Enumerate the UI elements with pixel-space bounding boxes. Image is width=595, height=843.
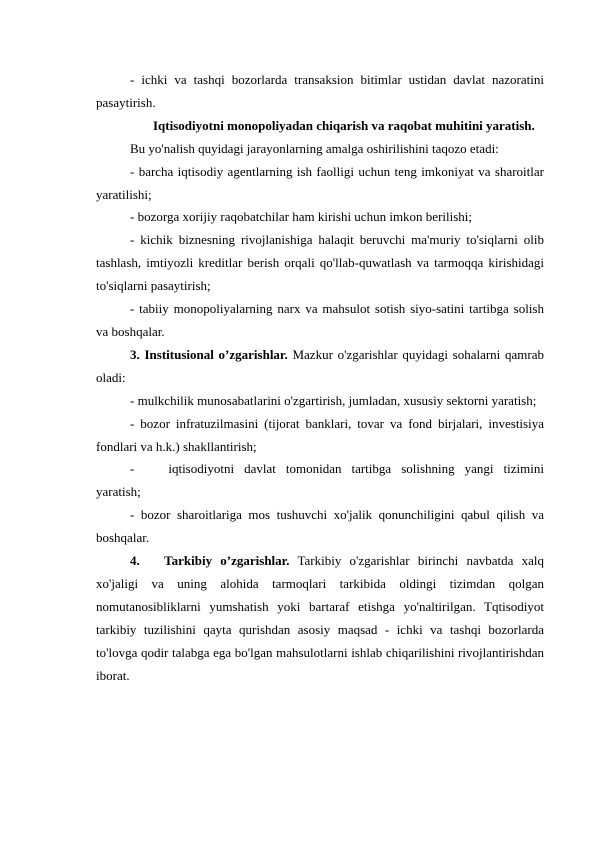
paragraph-structural-changes [96, 550, 544, 687]
section-heading: Iqtisodiyotni monopoliyadan chiqarish va raqobat muhitini yaratish. [153, 117, 535, 133]
list-item-ownership: - mulkchilik munosabatlarini o'zgartirish, jumladan, xususiy sektorni yaratish; [130, 392, 537, 408]
list-item-small-business: - kichik biznesning rivojlanishiga halaqit beruvchi ma'muriy to'siqlarni olib tashlash, imtiyozli kreditlar berish orqali qo'llab-quwatlash va tarmoqqa kirishidagi to'siqlarni pasaytirish; [96, 232, 544, 294]
list-dash: - [130, 461, 135, 477]
list-item-infrastructure: - bozor infratuzilmasini (tijorat banklari, tovar va fond birjalari, investisiya fondlari va h.k.) shakllantirish; [96, 415, 544, 454]
document-body [96, 69, 544, 687]
paragraph-institutional-changes [96, 344, 544, 390]
list-item-state-regulation-text: iqtisodiyotni davlat tomonidan tartibga solishning yangi tizimini yaratish; [96, 461, 544, 500]
list-item-equal-opportunity: - barcha iqtisodiy agentlarning ish faolligi uchun teng imkoniyat va sharoitlar yaratilishi; [96, 163, 544, 202]
list-item-foreign-competitors: - bozorga xorijiy raqobatchilar ham kirishi uchun imkon berilishi; [130, 209, 473, 225]
list-item-legislation: - bozor sharoitlariga mos tushuvchi xo'jalik qonunchiligini qabul qilish va boshqalar. [96, 507, 544, 546]
paragraph-control-reduction: - ichki va tashqi bozorlarda transaksion bitimlar ustidan davlat nazoratini pasaytirish. [96, 72, 544, 110]
paragraph-intro: Bu yo'nalish quyidagi jarayonlarning amalga oshirilishini taqozo etadi: [130, 140, 499, 156]
structural-heading: 4. Tarkibiy o’zgarishlar. [130, 553, 290, 569]
list-item-natural-monopolies: - tabiiy monopoliyalarning narx va mahsulot sotish siyo-satini tartibga solish va boshqalar. [96, 301, 544, 339]
institutional-heading: 3. Institusional o’zgarishlar. [130, 346, 288, 362]
structural-text: Tarkibiy o'zgarishlar birinchi navbatda xalq xo'jaligi va uning alohida tarmoqlari tarkibida oldingi tizimdan qolgan nomutanosibliklarni yumshatish yoki bartaraf etishga yo'naltirilgan. Tqtisodiyot tarkibiy tuzilishini qayta qurishdan asosiy maqsad - ichki va tashqi bozorlarda to'lovga qodir talabga ega bo'lgan mahsulotlarni ishlab chiqarilishini rivojlantirishdan iborat. [96, 553, 545, 683]
institutional-text: Mazkur o'zgarishlar quyidagi sohalarni qamrab oladi: [96, 346, 544, 385]
list-item-state-regulation [96, 458, 544, 504]
